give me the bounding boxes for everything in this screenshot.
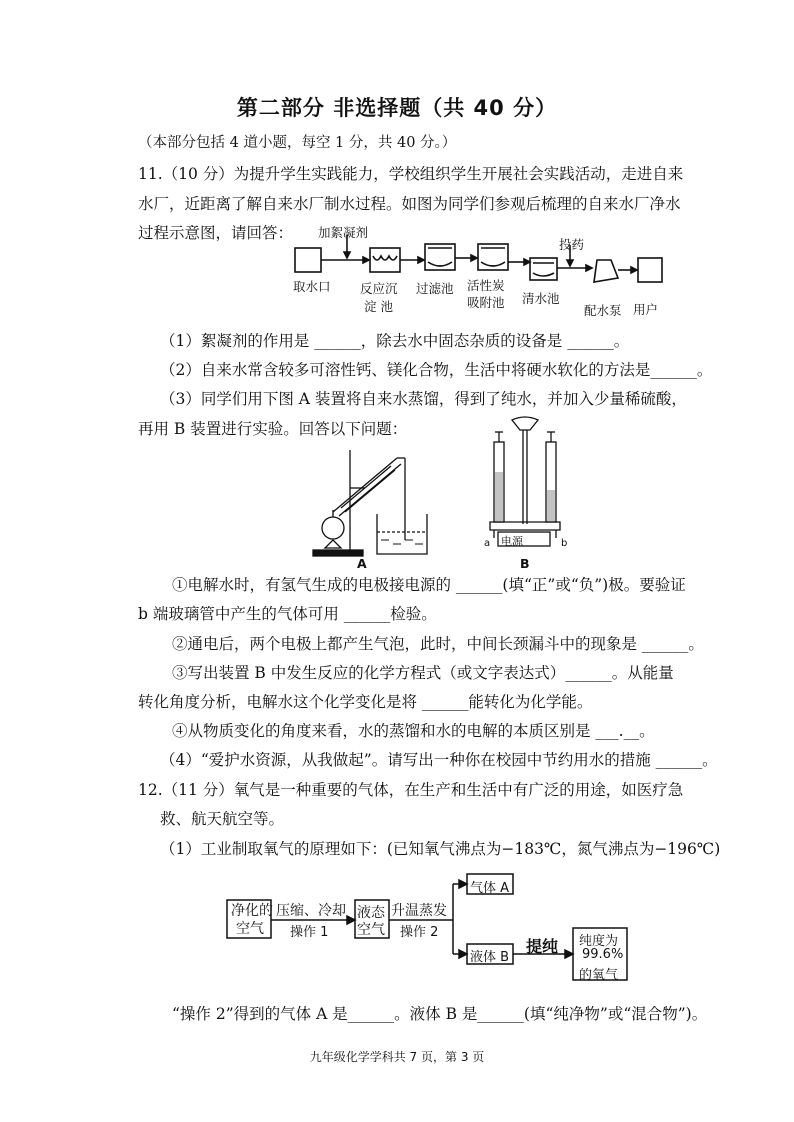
q11-part3-a: （3）同学们用下图 A 装置将自来水蒸馏，得到了纯水，并加入少量稀硫酸， — [160, 390, 687, 408]
user-box — [638, 258, 662, 282]
pump-label: 配水泵 — [584, 303, 622, 318]
q11-part3-b: 再用 B 装置进行实验。回答以下问题： — [138, 420, 408, 438]
user-label: 用户 — [633, 302, 659, 317]
q11-line2: 水厂，近距离了解自来水厂制水过程。如图为同学们参观后梳理的自来水厂净水 — [138, 195, 681, 213]
q11-sub1-a: ①电解水时，有氢气生成的电极接电源的 ______(填“正”或“负”)极。要验证 — [172, 576, 686, 594]
q12-line1: 12.（11 分）氧气是一种重要的气体，在生产和生活中有广泛的用途，如医疗急 — [138, 781, 684, 799]
liquid-b-label: 液体 B — [470, 950, 510, 965]
q11-sub2: ②通电后，两个电极上都产生气泡，此时，中间长颈漏斗中的现象是 ______。 — [172, 635, 704, 653]
oxygen-label-a: 纯度为 — [579, 934, 619, 949]
oxygen-label-b: 99.6% — [582, 947, 624, 962]
carbon-label-b: 吸附池 — [467, 295, 505, 310]
q11-line1: 11.（10 分）为提升学生实践能力，学校组织学生开展社会实践活动，走进自来 — [138, 165, 684, 183]
q11-part4: （4）“爱护水资源，从我做起”。请写出一种你在校园中节约用水的措施 ______。 — [160, 751, 718, 769]
q11-sub1-b: b 端玻璃管中产生的气体可用 ______检验。 — [138, 605, 437, 623]
distillation-apparatus — [305, 440, 440, 565]
purified-air-label-a: 净化的 — [231, 903, 273, 919]
reaction-label-b: 淀 池 — [364, 299, 393, 314]
q11-line3: 过程示意图，请回答： — [138, 224, 294, 242]
reaction-label-a: 反应沉 — [360, 281, 398, 296]
q11-sub3-a: ③写出装置 B 中发生反应的化学方程式（或文字表达式）______。从能量 — [172, 664, 674, 682]
q12-part1: （1）工业制取氧气的原理如下：(已知氧气沸点为−183℃，氮气沸点为−196℃) — [160, 840, 721, 858]
q12-line2: 救、航天航空等。 — [160, 810, 285, 828]
carbon-label-a: 活性炭 — [467, 278, 505, 293]
operation-2-label-a: 升温蒸发 — [391, 903, 447, 919]
liquid-air-label-a: 液态 — [357, 905, 385, 921]
liquid-air-label-b: 空气 — [357, 922, 385, 938]
purify-label: 提纯 — [526, 937, 559, 956]
coagulant-label: 加絮凝剂 — [318, 225, 369, 240]
electrolysis-apparatus — [480, 412, 570, 552]
electrode-b-label: b — [561, 538, 568, 549]
operation-1-label-a: 压缩、冷却 — [276, 903, 346, 919]
figure-b-label: B — [520, 556, 530, 571]
oxygen-label-c: 的氧气 — [579, 968, 619, 983]
clear-water-label: 清水池 — [522, 291, 560, 306]
operation-1-label-b: 操作 1 — [290, 925, 329, 940]
purified-air-label-b: 空气 — [236, 921, 264, 937]
operation-2-label-b: 操作 2 — [400, 925, 439, 940]
q11-part1: （1）絮凝剂的作用是 ______，除去水中固态杂质的设备是 ______。 — [160, 332, 630, 350]
page-title: 第二部分 非选择题（共 40 分） — [236, 96, 558, 120]
gas-a-label: 气体 A — [470, 881, 510, 896]
electrode-a-label: a — [484, 538, 491, 549]
figure-a-label: A — [357, 556, 367, 571]
q11-sub3-b: 转化角度分析，电解水这个化学变化是将 ______能转化为化学能。 — [138, 693, 593, 711]
section-intro: （本部分包括 4 道小题，每空 1 分，共 40 分。） — [138, 135, 457, 151]
pump-shape — [594, 260, 618, 282]
power-supply-label: 电源 — [501, 535, 523, 548]
q12-question: “操作 2”得到的气体 A 是______。液体 B 是______(填“纯净物”或“混合物”)。 — [172, 1005, 708, 1023]
filter-label: 过滤池 — [416, 281, 454, 296]
q11-sub4: ④从物质变化的角度来看，水的蒸馏和水的电解的本质区别是 ___.__。 — [172, 722, 655, 740]
page-footer: 九年级化学学科共 7 页，第 3 页 — [309, 1050, 485, 1064]
dose-label: 投药 — [559, 237, 585, 252]
intake-label: 取水口 — [293, 279, 331, 294]
q11-part2: （2）自来水常含较多可溶性钙、镁化合物，生活中将硬水软化的方法是______。 — [160, 361, 713, 379]
intake-box — [295, 248, 321, 272]
